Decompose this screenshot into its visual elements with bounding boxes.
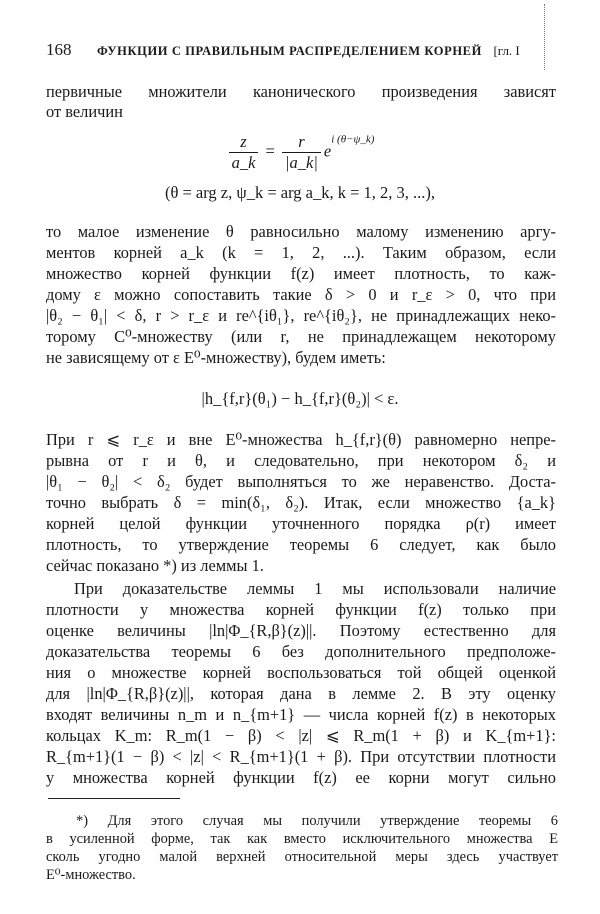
text-line: множество корней функции f(z) имеет плотность, то каж-	[46, 264, 556, 283]
text-line: входят величины n_m и n_{m+1} — числа корней f(z) в некоторых	[46, 705, 556, 724]
text-line: плотность, то утверждение теоремы 6 следует, как было	[46, 535, 556, 554]
text-line: для |ln|Φ_{R,β}(z)||, которая дана в лемме 2. В эту оценку	[46, 684, 556, 703]
equation-3: |h_{f,r}(θ₁) − h_{f,r}(θ₂)| < ε.	[201, 389, 399, 408]
fraction-rhs: $\frac{r}{|a\_k|}$	[282, 132, 321, 173]
footnote-line: сколь угодно малой верхней относительной меры здесь участвует	[46, 849, 558, 865]
running-head	[46, 40, 558, 60]
text-line: корней целой функции уточненного порядка ρ(r) имеет	[46, 514, 556, 533]
margin-scan-mark	[544, 4, 546, 70]
text-line: дому ε можно сопоставить такие δ > 0 и r_ε > 0, что при	[46, 285, 556, 304]
running-title: ФУНКЦИИ С ПРАВИЛЬНЫМ РАСПРЕДЕЛЕНИЕМ КОРНЕЙ	[97, 44, 482, 58]
page-number: 168	[46, 40, 72, 59]
footnote-line: *) Для этого случая мы получили утверждение теоремы 6	[76, 813, 558, 829]
equation-1: $\frac{z}{a\_k}$ = $\frac{r}{|a\_k|}$ $e^{i (\theta-\psi\_k)}$	[0, 132, 600, 173]
text-line: ментов корней a_k (k = 1, 2, ...). Таким образом, если	[46, 243, 556, 262]
footnote-line: E⁰-множество.	[46, 867, 136, 883]
text-line: При r ⩽ r_ε и вне E⁰-множества h_{f,r}(θ) равномерно непре-	[46, 430, 556, 449]
text-line: от величин	[46, 102, 123, 121]
text-line: |θ₁ − θ₂| < δ₂ будет выполняться то же неравенство. Доста-	[46, 472, 556, 491]
text-line: торому C⁰-множеству (или r, не принадлежащем некоторому	[46, 327, 556, 346]
text-line: При доказательстве леммы 1 мы использовали наличие	[74, 579, 556, 598]
text-line: кольцах K_m: R_m(1 − β) < |z| ⩽ R_m(1 + β) и K_{m+1}:	[46, 726, 556, 745]
text-line: то малое изменение θ равносильно малому изменению аргу-	[46, 222, 556, 241]
fraction-lhs: $\frac{z}{a\_k}$	[229, 132, 259, 173]
text-line: точно выбрать δ = min(δ₁, δ₂). Итак, если множество {a_k}	[46, 493, 556, 512]
text-line: рывна от r и θ, и следовательно, при некотором δ₂ и	[46, 451, 556, 470]
chapter-ref: [гл. I	[493, 43, 520, 58]
text-line: |θ₂ − θ₁| < δ, r > r_ε и re^{iθ₁}, re^{iθ₂}, не принадлежащих неко-	[46, 306, 556, 325]
text-line: R_{m+1}(1 − β) < |z| < R_{m+1}(1 + β). При отсутствии плотности	[46, 747, 556, 766]
text-line: плотности у множества корней функции f(z) только при	[46, 600, 556, 619]
text-line: доказательства теоремы 6 без дополнительного предположе-	[46, 642, 556, 661]
text-line: не зависящему от ε E⁰-множеству), будем иметь:	[46, 348, 386, 367]
equation-2: (θ = arg z, ψ_k = arg a_k, k = 1, 2, 3, ...),	[164, 183, 436, 202]
text-line: ния о множестве корней воспользоваться той общей оценкой	[46, 663, 556, 682]
text-line: первичные множители канонического произведения зависят	[46, 82, 556, 101]
text-line: у множества корней функции f(z) ее корни могут сильно	[46, 768, 556, 787]
footnote-rule	[48, 798, 180, 799]
text-line: оценке величины |ln|Φ_{R,β}(z)||. Поэтому естественно для	[46, 621, 556, 640]
text-line: сейчас показано *) из леммы 1.	[46, 556, 264, 575]
footnote-line: в усиленной форме, так как вместо исключительного множества E	[46, 831, 558, 847]
